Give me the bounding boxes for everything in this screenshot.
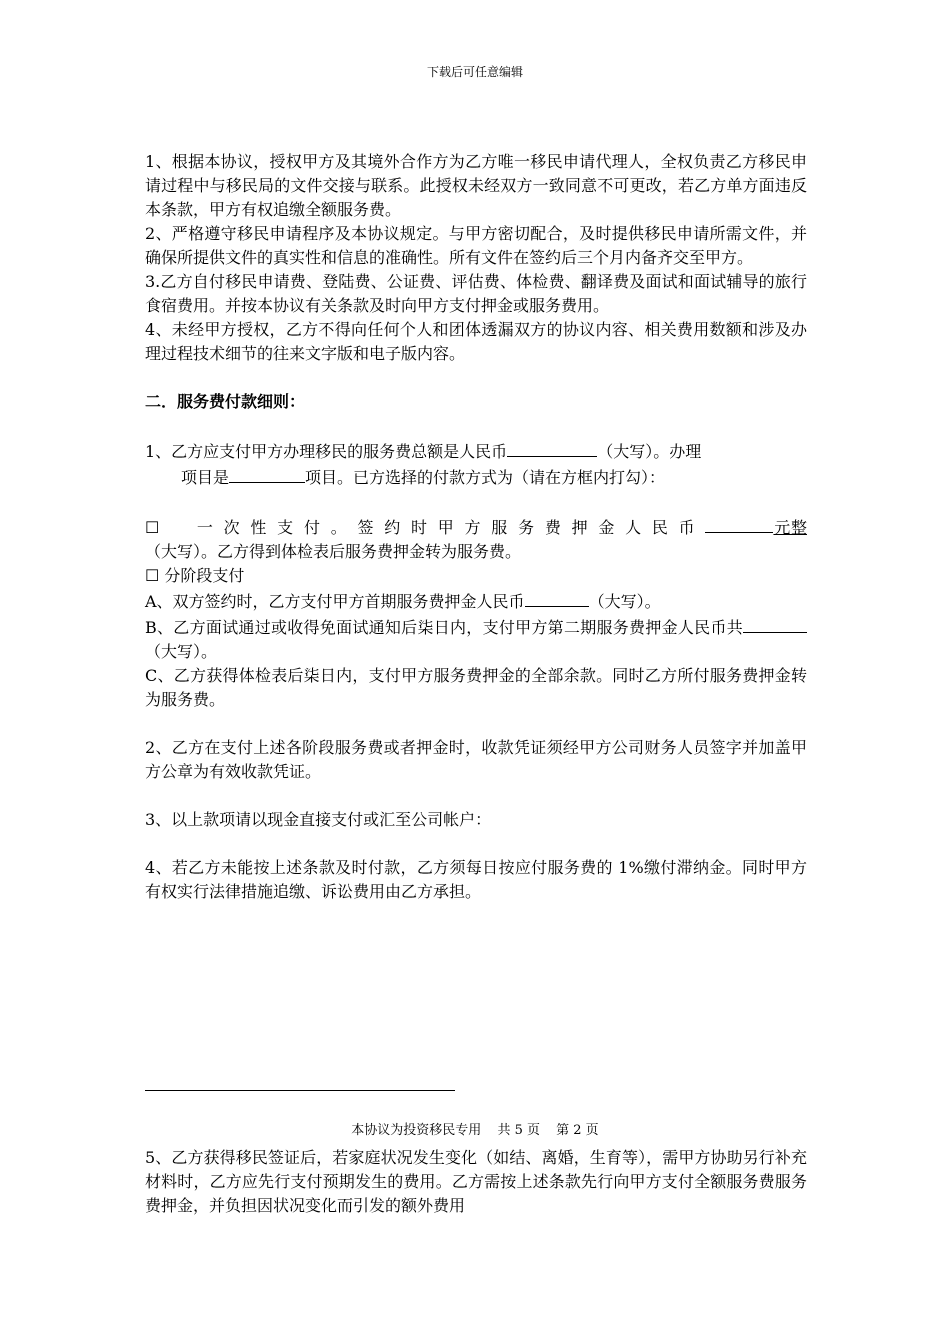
payment-clause-4: 4、若乙方未能按上述条款及时付款，乙方须每日按应付服务费的 1%缴付滞纳金。同时甲方有权实行法律措施追缴、诉讼费用由乙方承担。 bbox=[145, 858, 807, 901]
footnote-divider bbox=[145, 1090, 455, 1091]
payment-clause-3: 3、以上款项请以现金直接支付或汇至公司帐户： bbox=[145, 810, 492, 829]
section-two-heading: 二．服务费付款细则： bbox=[145, 392, 306, 411]
project-blank bbox=[229, 464, 305, 483]
page-header: 下载后可任意编辑 bbox=[426, 65, 523, 79]
stage-a-suffix: （大写）。 bbox=[588, 592, 661, 611]
option-one-unit: 元整 bbox=[773, 518, 807, 537]
payment-clause-1-text-c: 项目是 bbox=[181, 468, 230, 487]
clause-2: 2、严格遵守移民申请程序及本协议规定。与甲方密切配合，及时提供移民申请所需文件，并确保所提供文件的真实性和信息的准确性。所有文件在签约后三个月内备齐交至甲方。 bbox=[145, 224, 807, 267]
stage-b-blank bbox=[743, 614, 807, 633]
footer-current-page: 第 2 页 bbox=[556, 1123, 599, 1138]
stage-a bbox=[145, 588, 807, 614]
footer-total-pages: 共 5 页 bbox=[497, 1123, 540, 1138]
payment-option-one-cont: （大写）。乙方得到体检表后服务费押金转为服务费。 bbox=[145, 542, 522, 561]
stage-a-blank bbox=[525, 588, 589, 607]
payment-clause-2: 2、乙方在支付上述各阶段服务费或者押金时，收款凭证须经甲方公司财务人员签字并加盖甲方公章为有效收款凭证。 bbox=[145, 738, 807, 781]
payment-clause-5: 5、乙方获得移民签证后，若家庭状况发生变化（如结、离婚，生育等），需甲方协助另行补充材料时，乙方应先行支付预期发生的费用。乙方需按上述条款先行向甲方支付全额服务费服务费押金，并负担因状况变化而引发的额外费用 bbox=[145, 1148, 807, 1215]
deposit-blank bbox=[705, 514, 773, 533]
payment-clause-1-cont bbox=[145, 464, 807, 490]
stage-b-suffix: （大写）。 bbox=[145, 642, 218, 661]
stage-a-text: A、双方签约时，乙方支付甲方首期服务费押金人民币 bbox=[145, 592, 525, 611]
payment-option-two: ☐ 分阶段支付 bbox=[145, 566, 245, 585]
payment-option-one bbox=[145, 514, 807, 540]
payment-clause-1 bbox=[145, 438, 807, 464]
clause-3: 3.乙方自付移民申请费、登陆费、公证费、评估费、体检费、翻译费及面试和面试辅导的旅行食宿费用。并按本协议有关条款及时向甲方支付押金或服务费用。 bbox=[145, 272, 807, 315]
stage-b-text: B、乙方面试通过或收得免面试通知后柒日内，支付甲方第二期服务费押金人民币共 bbox=[145, 618, 743, 637]
payment-clause-1-text-b: （大写）。办理 bbox=[597, 442, 702, 461]
total-fee-blank bbox=[507, 438, 597, 457]
document-body-continuation bbox=[145, 1146, 807, 1218]
stage-c: C、乙方获得体检表后柒日内，支付甲方服务费押金的全部余款。同时乙方所付服务费押金转为服务费。 bbox=[145, 666, 807, 709]
clause-1: 1、根据本协议，授权甲方及其境外合作方为乙方唯一移民申请代理人，全权负责乙方移民申请过程中与移民局的文件交接与联系。此授权未经双方一致同意不可更改，若乙方单方面违反本条款，甲方有权追缴全额服务费。 bbox=[145, 152, 807, 219]
document-body bbox=[145, 150, 807, 904]
clause-4: 4、未经甲方授权，乙方不得向任何个人和团体透漏双方的协议内容、相关费用数额和涉及办理过程技术细节的往来文字版和电子版内容。 bbox=[145, 320, 807, 363]
payment-clause-1-text-d: 项目。已方选择的付款方式为（请在方框内打勾）： bbox=[305, 468, 666, 487]
footer-title: 本协议为投资移民专用 bbox=[351, 1123, 482, 1138]
stage-b bbox=[145, 614, 807, 664]
page-footer bbox=[0, 1122, 950, 1140]
option-one-label: ☐ 一次性支付。签约时甲方服务费押金人民币 bbox=[145, 518, 706, 537]
payment-clause-1-text-a: 1、乙方应支付甲方办理移民的服务费总额是人民币 bbox=[145, 442, 508, 461]
